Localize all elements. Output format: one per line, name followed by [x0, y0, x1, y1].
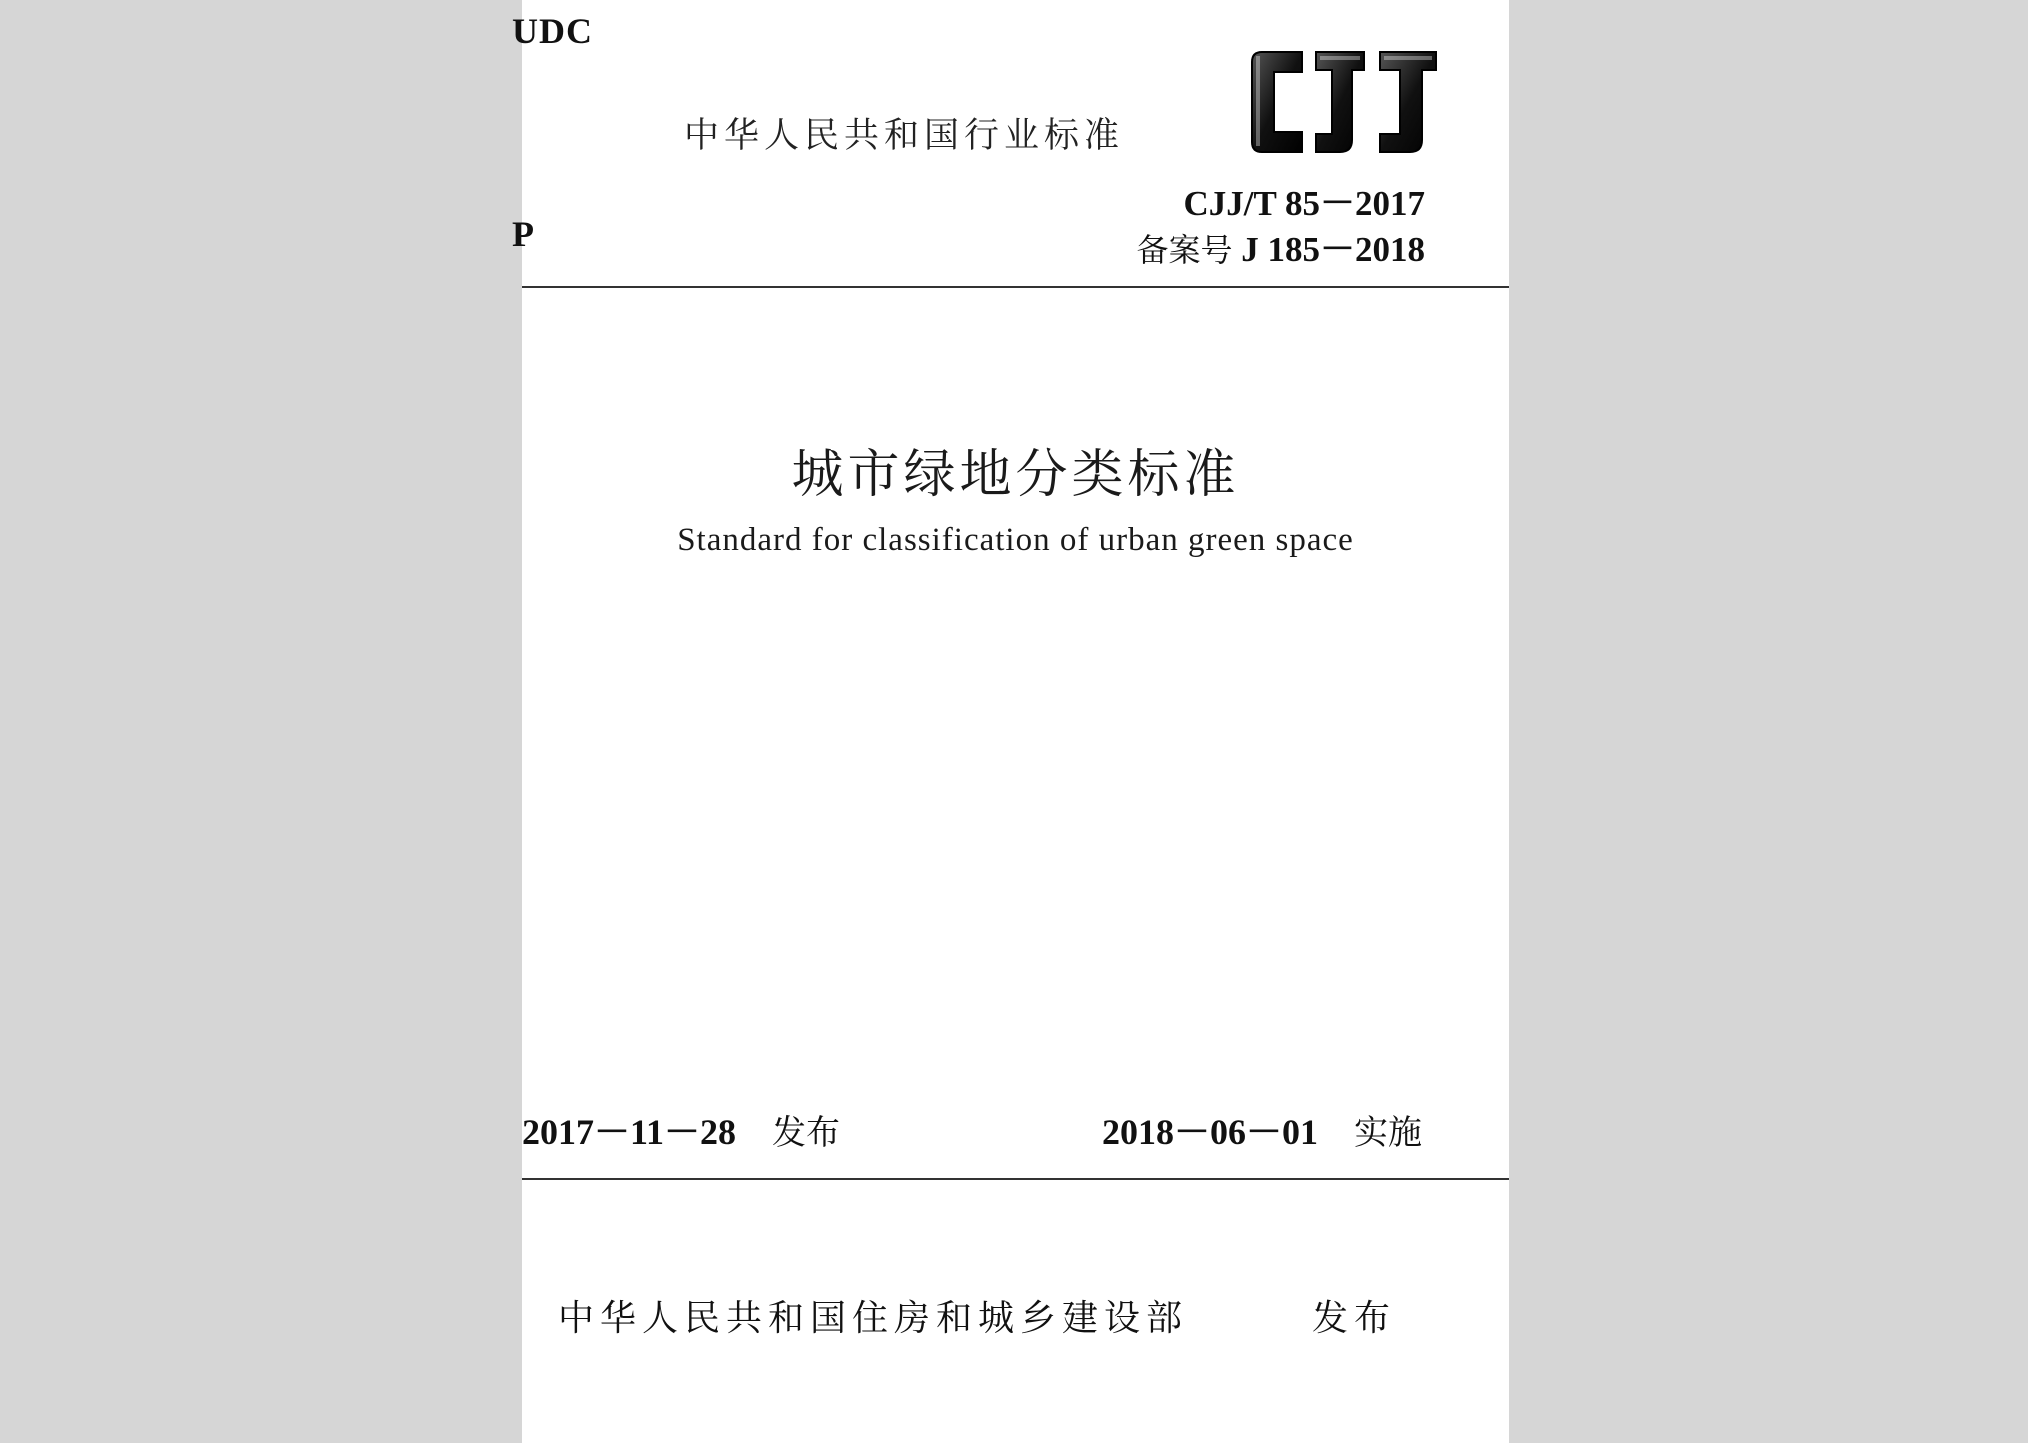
issue-label: 发布: [772, 1113, 841, 1153]
record-number-line: [1136, 222, 1425, 272]
issue-date-line: [522, 1104, 840, 1155]
publisher-action: 发布: [1312, 1298, 1397, 1339]
standard-number: CJJ/T 85－2017: [1183, 184, 1425, 223]
document-page: [512, 0, 1509, 1443]
record-number: J 185－2018: [1241, 230, 1425, 269]
bottom-divider: [522, 1178, 1509, 1180]
top-divider: [522, 286, 1509, 288]
title-english: Standard for classification of urban green space: [677, 522, 1354, 558]
p-mark: P: [512, 214, 534, 254]
udc-clip: [512, 0, 632, 60]
publisher: 中华人民共和国住房和城乡建设部: [558, 1298, 1189, 1339]
issue-date: 2017－11－28: [522, 1112, 737, 1152]
title-chinese: 城市绿地分类标准: [791, 445, 1240, 505]
implementation-date: 2018－06－01: [1102, 1112, 1319, 1152]
cjj-logo: [1244, 48, 1444, 158]
implementation-label: 实施: [1354, 1113, 1423, 1153]
udc-label: UDC: [512, 11, 593, 51]
standard-type-heading: 中华人民共和国行业标准: [684, 116, 1125, 156]
record-label: 备案号: [1136, 231, 1233, 269]
implementation-date-line: [1102, 1104, 1422, 1155]
